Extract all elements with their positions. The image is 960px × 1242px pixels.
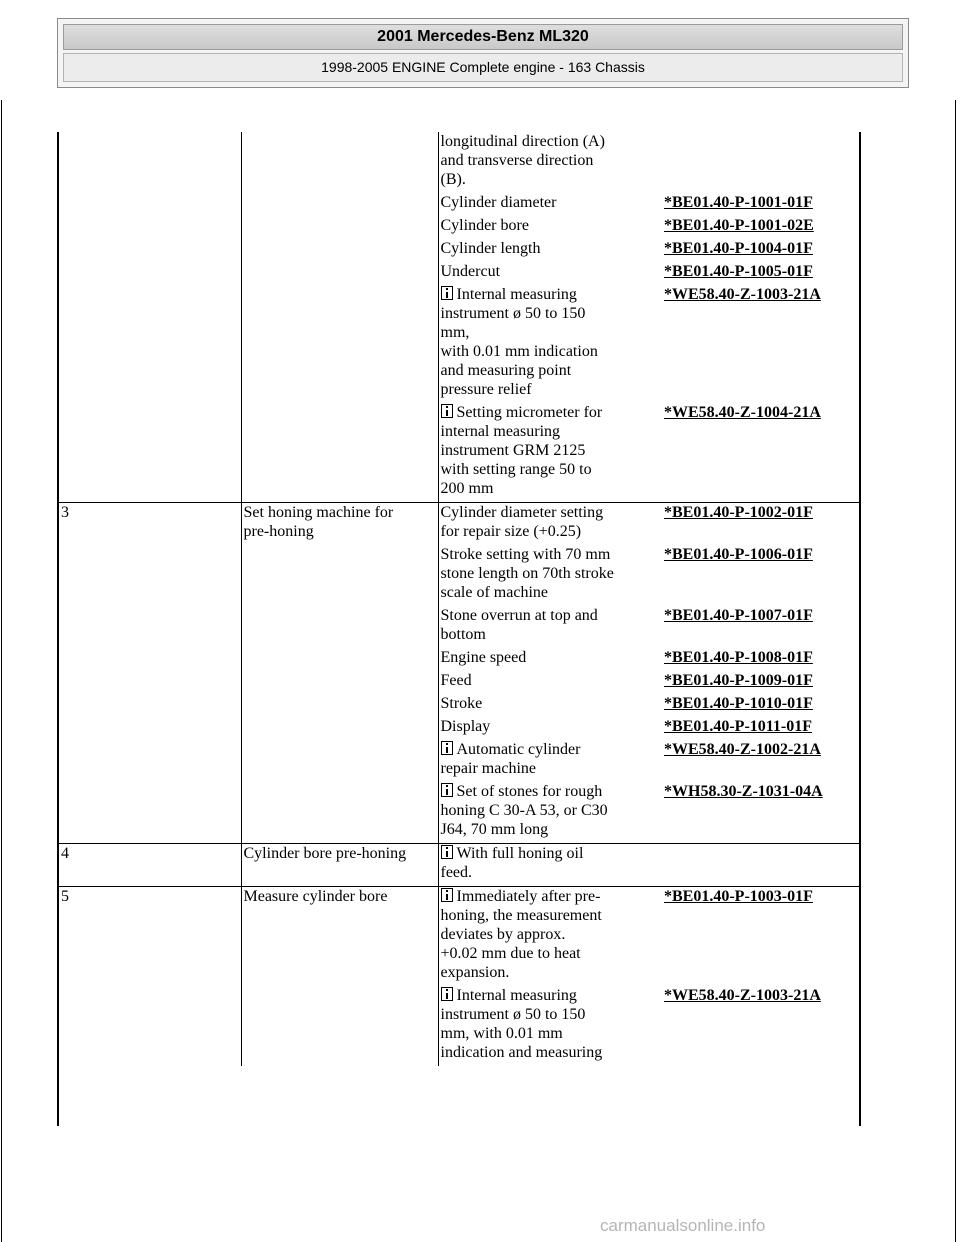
reference-link[interactable]: *BE01.40-P-1002-01F (664, 504, 813, 521)
reference-cell (650, 694, 859, 717)
table-row (59, 545, 859, 606)
reference-cell (650, 782, 859, 844)
note-cell (438, 132, 650, 193)
reference-cell (650, 887, 859, 987)
reference-link[interactable]: *BE01.40-P-1011-01F (664, 718, 812, 735)
reference-link[interactable]: *BE01.40-P-1001-01F (664, 194, 813, 211)
step-number (59, 403, 241, 503)
note-text: Cylinder diameter setting for repair size (+0.25) (440, 504, 604, 540)
reference-cell (650, 844, 859, 887)
note-text: Undercut (440, 263, 501, 280)
note-cell (438, 717, 650, 740)
operation-cell (241, 648, 438, 671)
operation-cell (241, 503, 438, 546)
step-number (59, 717, 241, 740)
operation-cell (241, 285, 438, 403)
step-number (59, 132, 241, 193)
table-row (59, 503, 859, 546)
operation-cell (241, 193, 438, 216)
table-row (59, 285, 859, 403)
reference-link[interactable]: *BE01.40-P-1004-01F (664, 240, 813, 257)
note-text: Display (440, 718, 491, 735)
operation-cell (241, 545, 438, 606)
info-icon (441, 286, 453, 300)
step-number (59, 545, 241, 606)
note-cell (438, 285, 650, 403)
step-number: 3 (59, 503, 241, 546)
step-number (59, 648, 241, 671)
document-header (57, 18, 909, 88)
document-title: 2001 Mercedes-Benz ML320 (63, 24, 903, 50)
step-number (59, 262, 241, 285)
table-row (59, 403, 859, 503)
info-icon (441, 888, 453, 902)
reference-link[interactable]: *WH58.30-Z-1031-04A (664, 783, 823, 800)
reference-cell (650, 239, 859, 262)
note-cell (438, 782, 650, 844)
reference-cell (650, 503, 859, 546)
note-text: Automatic cylinder repair machine (440, 741, 581, 777)
operation-cell (241, 844, 438, 887)
note-text: Engine speed (440, 649, 527, 666)
step-number (59, 285, 241, 403)
table-row (59, 782, 859, 844)
step-number (59, 239, 241, 262)
table-row (59, 887, 859, 987)
table-row (59, 216, 859, 239)
step-number (59, 986, 241, 1066)
step-number (59, 606, 241, 648)
note-cell (438, 545, 650, 606)
table-row (59, 717, 859, 740)
reference-link[interactable]: *WE58.40-Z-1003-21A (664, 987, 821, 1004)
reference-link[interactable]: *BE01.40-P-1007-01F (664, 607, 813, 624)
reference-link[interactable]: *BE01.40-P-1001-02E (664, 217, 814, 234)
operation-cell (241, 132, 438, 193)
operation-cell (241, 986, 438, 1066)
step-number: 4 (59, 844, 241, 887)
operation-cell (241, 262, 438, 285)
reference-cell (650, 193, 859, 216)
info-icon (441, 404, 453, 418)
note-text: longitudinal direction (A) and transverse direction (B). (440, 133, 605, 188)
reference-link[interactable]: *BE01.40-P-1008-01F (664, 649, 813, 666)
reference-cell (650, 545, 859, 606)
operation-cell (241, 239, 438, 262)
info-icon (441, 845, 453, 859)
reference-link[interactable]: *BE01.40-P-1009-01F (664, 672, 813, 689)
operation-cell (241, 671, 438, 694)
note-cell (438, 503, 650, 546)
reference-link[interactable]: *WE58.40-Z-1004-21A (664, 404, 821, 421)
table-row (59, 986, 859, 1066)
note-cell (438, 887, 650, 987)
operation-cell (241, 717, 438, 740)
operation-cell (241, 694, 438, 717)
note-text: Stroke (440, 695, 483, 712)
step-number (59, 782, 241, 844)
operation-cell (241, 887, 438, 987)
table-row (59, 132, 859, 193)
table-row (59, 671, 859, 694)
table-row (59, 606, 859, 648)
table-row (59, 694, 859, 717)
operation-cell (241, 216, 438, 239)
note-cell (438, 262, 650, 285)
note-cell (438, 740, 650, 782)
reference-cell (650, 986, 859, 1066)
reference-cell (650, 717, 859, 740)
note-text: Cylinder bore (440, 217, 529, 234)
procedure-table-body (59, 132, 859, 1066)
step-number (59, 193, 241, 216)
note-text: With full honing oil feed. (440, 845, 584, 881)
note-cell (438, 671, 650, 694)
step-number (59, 694, 241, 717)
note-text: Feed (440, 672, 472, 689)
reference-cell (650, 648, 859, 671)
table-row (59, 239, 859, 262)
procedure-table (57, 132, 861, 1126)
operation-text: Set honing machine for pre-honing (243, 504, 394, 540)
table-row (59, 844, 859, 887)
reference-link[interactable]: *BE01.40-P-1005-01F (664, 263, 813, 280)
reference-link[interactable]: *BE01.40-P-1003-01F (664, 888, 813, 905)
operation-cell (241, 782, 438, 844)
table-row (59, 193, 859, 216)
note-text: Cylinder length (440, 240, 541, 257)
reference-cell (650, 403, 859, 503)
operation-cell (241, 606, 438, 648)
reference-cell (650, 285, 859, 403)
operation-cell (241, 403, 438, 503)
reference-cell (650, 132, 859, 193)
reference-cell (650, 216, 859, 239)
note-text: Setting micrometer for internal measuring instrument GRM 2125 with setting range 50 to 200 mm (440, 404, 603, 497)
table-row (59, 262, 859, 285)
reference-cell (650, 606, 859, 648)
step-number: 5 (59, 887, 241, 987)
info-icon (441, 987, 453, 1001)
operation-cell (241, 740, 438, 782)
step-number (59, 671, 241, 694)
page-left-border (1, 100, 2, 1242)
note-text: Stroke setting with 70 mm stone length on 70th stroke scale of machine (440, 546, 614, 601)
reference-link[interactable]: *WE58.40-Z-1002-21A (664, 741, 821, 758)
note-text: Internal measuring instrument ø 50 to 150 mm, with 0.01 mm indication and measuring point pressure relief (440, 286, 598, 398)
info-icon (441, 783, 453, 797)
document-subtitle: 1998-2005 ENGINE Complete engine - 163 Chassis (63, 53, 903, 82)
step-number (59, 740, 241, 782)
reference-link[interactable]: *BE01.40-P-1010-01F (664, 695, 813, 712)
note-cell (438, 986, 650, 1066)
reference-link[interactable]: *BE01.40-P-1006-01F (664, 546, 813, 563)
note-cell (438, 403, 650, 503)
step-number (59, 216, 241, 239)
watermark: carmanualsonline.info (600, 1216, 766, 1235)
note-text: Immediately after pre- honing, the measurement deviates by approx. +0.02 mm due to heat expansion. (440, 888, 602, 981)
operation-text: Cylinder bore pre-honing (243, 845, 407, 862)
note-cell (438, 648, 650, 671)
note-cell (438, 239, 650, 262)
note-text: Stone overrun at top and bottom (440, 607, 598, 643)
table-row (59, 740, 859, 782)
note-cell (438, 193, 650, 216)
reference-cell (650, 740, 859, 782)
note-cell (438, 606, 650, 648)
reference-cell (650, 262, 859, 285)
note-cell (438, 216, 650, 239)
reference-cell (650, 671, 859, 694)
note-text: Cylinder diameter (440, 194, 557, 211)
reference-link[interactable]: *WE58.40-Z-1003-21A (664, 286, 821, 303)
operation-text: Measure cylinder bore (243, 888, 388, 905)
note-cell (438, 844, 650, 887)
info-icon (441, 741, 453, 755)
note-text: Set of stones for rough honing C 30-A 53, or C30 J64, 70 mm long (440, 783, 608, 838)
table-row (59, 648, 859, 671)
note-cell (438, 694, 650, 717)
page-right-border (955, 100, 956, 1242)
note-text: Internal measuring instrument ø 50 to 150 mm, with 0.01 mm indication and measuring (440, 987, 603, 1061)
